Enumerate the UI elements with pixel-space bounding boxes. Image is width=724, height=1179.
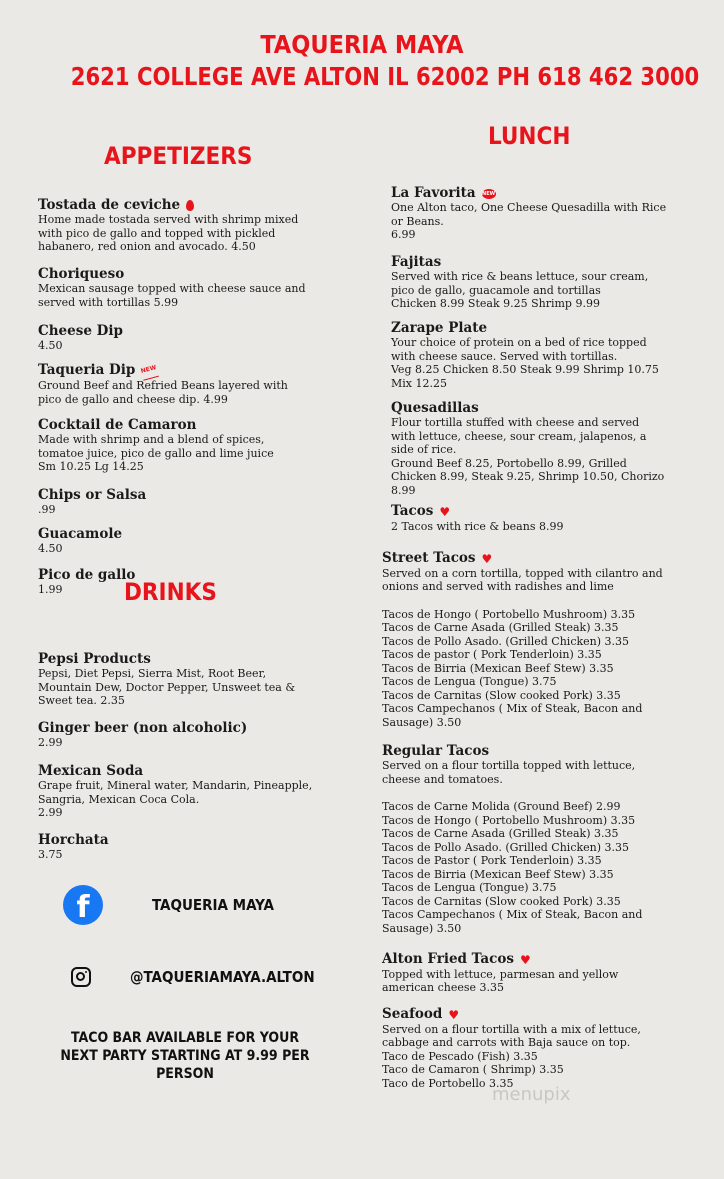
item-name: Fajitas: [391, 254, 442, 270]
list-item: Tacos de Carne Asada (Grilled Steak) 3.35: [382, 827, 619, 840]
facebook-icon[interactable]: f: [63, 885, 103, 925]
menu-item-tacos: [391, 503, 711, 533]
appetizers-heading: APPETIZERS: [104, 142, 253, 170]
flame-icon: [186, 200, 194, 211]
menu-item-chips: [38, 487, 338, 517]
list-item: Sausage) 3.50: [382, 921, 462, 935]
item-name: Choriqueso: [38, 266, 125, 282]
list-item: Tacos de Hongo ( Portobello Mushroom) 3.35: [382, 813, 636, 827]
list-item: Tacos de Carnitas (Slow cooked Pork) 3.35: [382, 688, 621, 702]
list-item: Tacos Campechanos ( Mix of Steak, Bacon and: [382, 908, 643, 921]
heart-icon: ♥: [448, 1007, 460, 1022]
instagram-icon[interactable]: [71, 967, 91, 987]
restaurant-address: 2621 COLLEGE AVE ALTON IL 62002 PH 618 462 3000: [70, 62, 700, 91]
list-item: Tacos de Pollo Asado. (Grilled Chicken) 3.35: [382, 634, 630, 648]
heart-icon: ♥: [481, 551, 493, 566]
watermark: menupix: [492, 1084, 571, 1105]
item-desc: 4.50: [38, 339, 63, 352]
item-desc: Ground Beef and Refried Beans layered with pico de gallo and cheese dip. 4.99: [38, 379, 288, 406]
item-desc: Grape fruit, Mineral water, Mandarin, Pineapple, Sangria, Mexican Coca Cola. 2.99: [38, 779, 313, 819]
item-desc: Served with rice & beans lettuce, sour cream, pico de gallo, guacamole and tortillas Chicken 8.99 Steak 9.25 Shrimp 9.99: [391, 270, 649, 310]
item-name: Pico de gallo: [38, 567, 136, 583]
menu-item-ginger-beer: [38, 720, 338, 750]
item-name: Mexican Soda: [38, 763, 144, 779]
item-desc: Mexican sausage topped with cheese sauce and served with tortillas 5.99: [38, 282, 306, 309]
item-desc: Pepsi, Diet Pepsi, Sierra Mist, Root Beer, Mountain Dew, Doctor Pepper, Unsweet tea & Sweet tea. 2.35: [38, 667, 296, 707]
menu-item-fajitas: [391, 254, 711, 311]
item-name: Pepsi Products: [38, 651, 151, 667]
item-name: Cheese Dip: [38, 323, 123, 339]
item-desc: Your choice of protein on a bed of rice topped with cheese sauce. Served with tortillas. Veg 8.25 Chicken 8.50 Steak 9.99 Shrimp 10.75 Mix 12.25: [391, 336, 659, 390]
lunch-heading: LUNCH: [488, 122, 571, 150]
list-item: Tacos Campechanos ( Mix of Steak, Bacon and: [382, 702, 643, 715]
item-desc: Home made tostada served with shrimp mixed with pico de gallo and topped with pickled habanero, red onion and avocado. 4.50: [38, 213, 299, 253]
item-desc: One Alton taco, One Cheese Quesadilla with Rice or Beans. 6.99: [391, 201, 667, 241]
menu-item-cocktail: [38, 417, 338, 474]
list-item: Tacos de Lengua (Tongue) 3.75: [382, 675, 557, 688]
taco-bar-promo: TACO BAR AVAILABLE FOR YOUR NEXT PARTY STARTING AT 9.99 PER PERSON: [60, 1030, 310, 1082]
item-desc: .99: [38, 503, 56, 516]
menu-item-mexican-soda: [38, 763, 338, 820]
menu-item-choriqueso: [38, 266, 338, 309]
menu-item-quesadillas: [391, 400, 711, 497]
item-name: La Favorita: [391, 185, 476, 201]
new-badge-icon: NEW: [482, 190, 496, 197]
item-desc: 2.99: [38, 736, 63, 749]
item-desc: Topped with lettuce, parmesan and yellow american cheese 3.35: [382, 967, 619, 994]
menu-section-regular-tacos: [382, 743, 712, 935]
list-item: Tacos de Pollo Asado. (Grilled Chicken) 3.35: [382, 840, 630, 854]
restaurant-title: TAQUERIA MAYA: [260, 30, 464, 59]
drinks-heading: DRINKS: [124, 578, 217, 606]
menu-section-street-tacos: [382, 550, 712, 729]
list-item: Tacos de Carne Molida (Ground Beef) 2.99: [382, 800, 621, 813]
item-name: Taqueria Dip: [38, 362, 136, 378]
taco-list: [382, 800, 712, 935]
item-name: Guacamole: [38, 526, 123, 542]
item-name: Zarape Plate: [391, 320, 488, 336]
menu-item-seafood: [382, 1006, 712, 1090]
item-desc: 4.50: [38, 542, 63, 555]
item-desc: 1.99: [38, 583, 63, 596]
list-item: Tacos de Hongo ( Portobello Mushroom) 3.35: [382, 607, 636, 621]
list-item: Tacos de Pastor ( Pork Tenderloin) 3.35: [382, 854, 602, 867]
menu-item-cheese-dip: [38, 323, 338, 353]
list-item: Tacos de Birria (Mexican Beef Stew) 3.35: [382, 661, 614, 675]
menu-item-guacamole: [38, 526, 338, 556]
item-name: Regular Tacos: [382, 743, 490, 759]
item-name: Seafood: [382, 1006, 443, 1022]
taco-list: [382, 608, 712, 730]
menu-item-taqueria-dip: [38, 362, 338, 406]
menu-item-horchata: [38, 832, 338, 862]
list-item: Sausage) 3.50: [382, 715, 462, 729]
new-badge-icon: NEW: [139, 360, 159, 380]
menu-item-tostada: [38, 197, 338, 254]
item-name: Alton Fried Tacos: [382, 951, 515, 967]
list-item: Tacos de Carnitas (Slow cooked Pork) 3.35: [382, 894, 621, 908]
item-name: Cocktail de Camaron: [38, 417, 197, 433]
item-name: Chips or Salsa: [38, 487, 147, 503]
menu-item-pepsi: [38, 651, 338, 708]
item-desc: Made with shrimp and a blend of spices, tomatoe juice, pico de gallo and lime juice Sm 10.25 Lg 14.25: [38, 433, 274, 473]
list-item: Tacos de Birria (Mexican Beef Stew) 3.35: [382, 867, 614, 881]
item-desc: Served on a corn tortilla, topped with cilantro and onions and served with radishes and lime: [382, 566, 663, 593]
menu-item-la-favorita: [391, 185, 711, 242]
item-desc: Served on a flour tortilla topped with lettuce, cheese and tomatoes.: [382, 759, 636, 786]
list-item: Tacos de Lengua (Tongue) 3.75: [382, 881, 557, 894]
item-name: Quesadillas: [391, 400, 479, 416]
item-name: Tacos: [391, 503, 434, 519]
heart-icon: ♥: [520, 952, 531, 967]
item-desc: Flour tortilla stuffed with cheese and served with lettuce, cheese, sour cream, jalapenos, a side of rice. Ground Beef 8.25, Portobello 8.99, Grilled Chicken 8.99, Steak 9.25, Shrimp 10.50, Chorizo 8.99: [391, 416, 665, 497]
item-name: Horchata: [38, 832, 109, 848]
item-name: Street Tacos: [382, 550, 476, 566]
item-name: Tostada de ceviche: [38, 197, 181, 213]
item-desc: 3.75: [38, 848, 63, 861]
facebook-label[interactable]: TAQUERIA MAYA: [152, 896, 274, 914]
heart-icon: ♥: [439, 504, 451, 519]
menu-item-alton-fried: [382, 951, 712, 995]
instagram-label[interactable]: @TAQUERIAMAYA.ALTON: [130, 968, 315, 986]
menu-item-zarape: [391, 320, 711, 390]
item-name: Ginger beer (non alcoholic): [38, 720, 248, 736]
item-desc: Served on a flour tortilla with a mix of lettuce, cabbage and carrots with Baja sauce on top. Taco de Pescado (Fish) 3.35 Taco de Camaron ( Shrimp) 3.35 Taco de Portobello 3.35: [382, 1022, 641, 1090]
item-desc: 2 Tacos with rice & beans 8.99: [391, 519, 564, 533]
list-item: Tacos de pastor ( Pork Tenderloin) 3.35: [382, 648, 602, 661]
list-item: Tacos de Carne Asada (Grilled Steak) 3.35: [382, 621, 619, 634]
